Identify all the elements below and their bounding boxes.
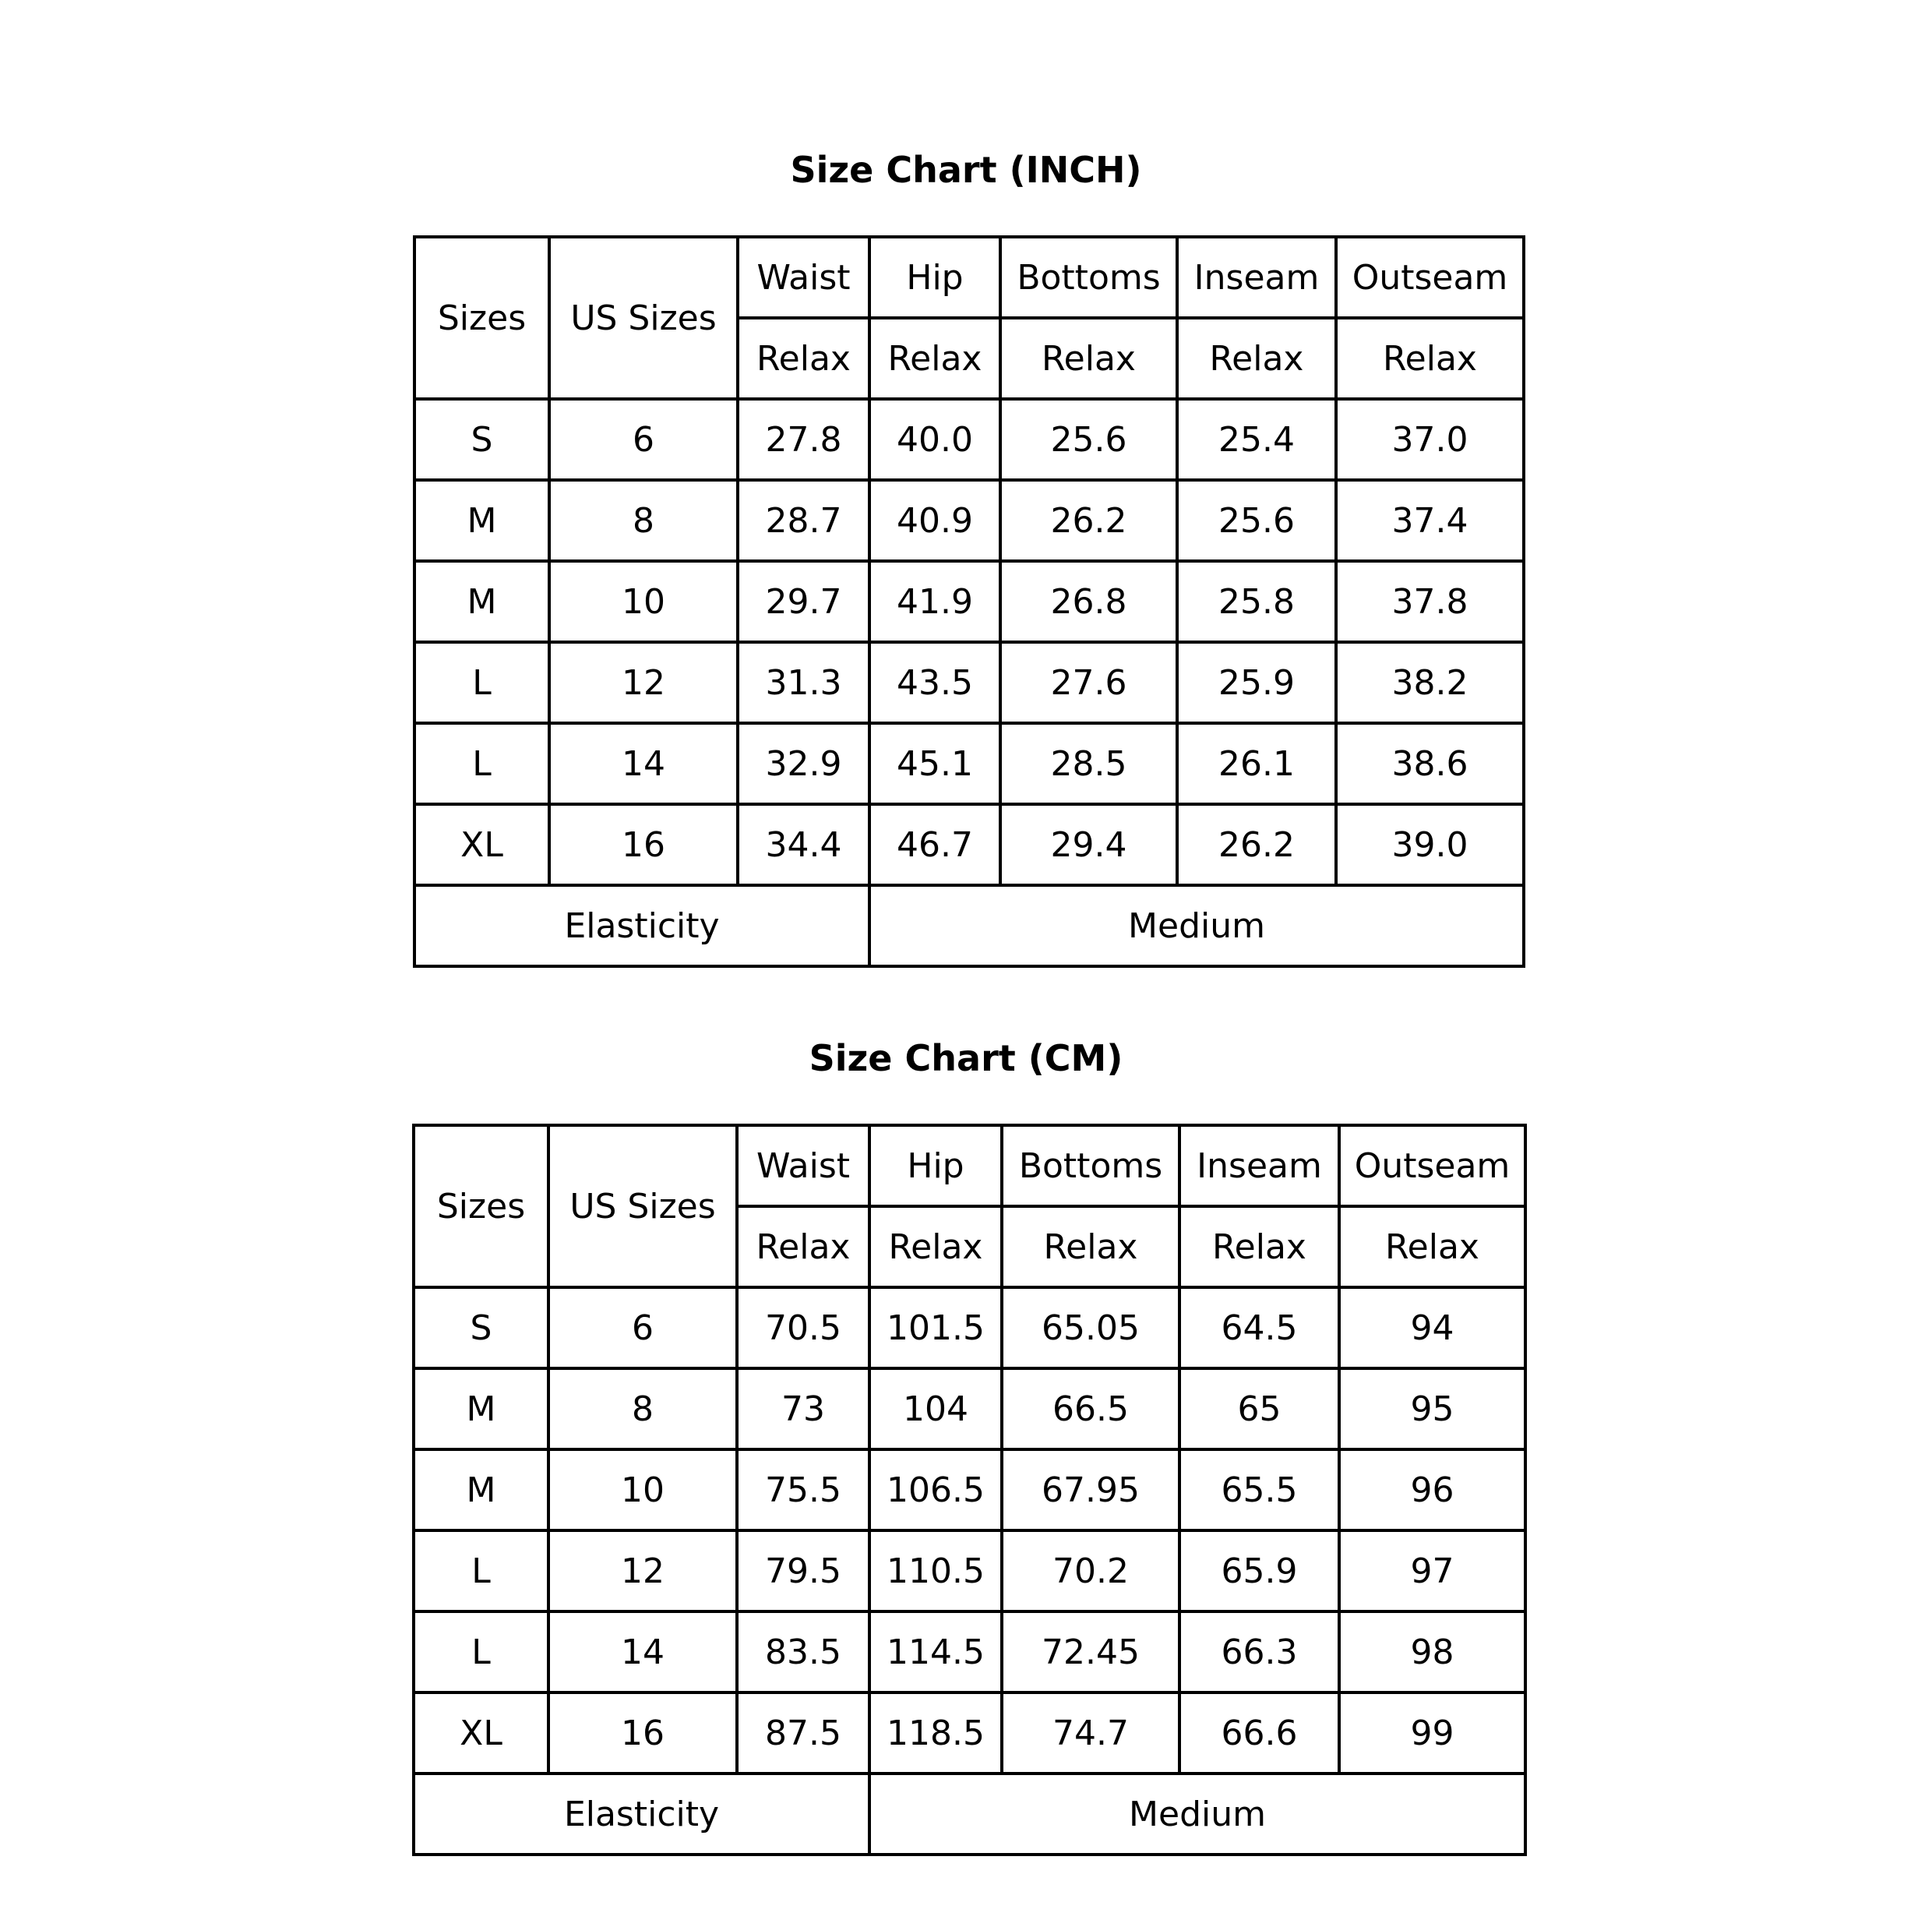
table-cell: 10 [548,1449,737,1530]
header-measure: Hip [869,1125,1002,1206]
elasticity-row [414,885,1524,966]
table-cell: 40.9 [869,480,1000,561]
table-cell: 65 [1179,1368,1339,1449]
table-row [414,804,1524,885]
table-cell: 12 [548,1530,737,1611]
header-fit: Relax [1177,318,1336,399]
header-measure: Waist [737,1125,869,1206]
table-cell: 16 [548,1692,737,1774]
header-measure: Inseam [1179,1125,1339,1206]
header-fit: Relax [738,318,869,399]
header-measure: Waist [738,237,869,318]
table-row [414,561,1524,642]
table-cell: 32.9 [738,723,869,804]
header-measure: Outseam [1339,1125,1525,1206]
table-cell: 46.7 [869,804,1000,885]
table-row [414,1611,1525,1692]
table-cell: 26.8 [1000,561,1177,642]
table-cell: M [414,1368,548,1449]
table-cell: 101.5 [869,1287,1002,1368]
elasticity-value: Medium [869,885,1524,966]
header-measure: Inseam [1177,237,1336,318]
table-cell: 26.2 [1000,480,1177,561]
table-cell: 118.5 [869,1692,1002,1774]
table-cell: 38.2 [1336,642,1524,723]
header-fit: Relax [1339,1206,1525,1287]
table-cell: 75.5 [737,1449,869,1530]
elasticity-value: Medium [869,1774,1525,1855]
header-fit: Relax [1179,1206,1339,1287]
table-cell: 95 [1339,1368,1525,1449]
table-cell: 87.5 [737,1692,869,1774]
header-fit: Relax [1336,318,1524,399]
table-row [414,642,1524,723]
header-fit: Relax [869,1206,1002,1287]
table-cell: M [414,1449,548,1530]
table-cell: 72.45 [1002,1611,1179,1692]
table-cell: 65.9 [1179,1530,1339,1611]
table-cell: L [414,642,549,723]
table-cell: 65.5 [1179,1449,1339,1530]
table-row [414,399,1524,480]
table-cell: S [414,1287,548,1368]
table-cell: 6 [549,399,738,480]
table-cell: 40.0 [869,399,1000,480]
table-cell: S [414,399,549,480]
table-cell: 8 [548,1368,737,1449]
table-cell: 64.5 [1179,1287,1339,1368]
table-cell: 12 [549,642,738,723]
table-cell: 37.0 [1336,399,1524,480]
header-fit: Relax [869,318,1000,399]
table-cell: 16 [549,804,738,885]
elasticity-label: Elasticity [414,1774,869,1855]
table-cell: 26.1 [1177,723,1336,804]
table-cell: L [414,1530,548,1611]
table-cell: 14 [548,1611,737,1692]
table-cell: 25.4 [1177,399,1336,480]
table-cell: 25.6 [1000,399,1177,480]
table-cell: 104 [869,1368,1002,1449]
header-us-sizes: US Sizes [549,237,738,399]
table-cell: 43.5 [869,642,1000,723]
size-chart-inch-table [413,235,1525,968]
table-cell: 79.5 [737,1530,869,1611]
header-measure: Hip [869,237,1000,318]
header-measure: Bottoms [1002,1125,1179,1206]
table-cell: 106.5 [869,1449,1002,1530]
table-row [414,1287,1525,1368]
table-cell: 34.4 [738,804,869,885]
table-cell: 28.5 [1000,723,1177,804]
header-fit: Relax [737,1206,869,1287]
table-cell: 99 [1339,1692,1525,1774]
table-cell: 8 [549,480,738,561]
table-cell: 66.3 [1179,1611,1339,1692]
size-chart-inch-title: Size Chart (INCH) [790,149,1142,191]
table-cell: 94 [1339,1287,1525,1368]
table-cell: L [414,723,549,804]
header-measure: Bottoms [1000,237,1177,318]
table-cell: 96 [1339,1449,1525,1530]
table-cell: 37.4 [1336,480,1524,561]
elasticity-row [414,1774,1525,1855]
table-row [414,723,1524,804]
table-cell: L [414,1611,548,1692]
table-cell: M [414,561,549,642]
table-cell: 39.0 [1336,804,1524,885]
table-row [414,480,1524,561]
header-row [414,237,1524,318]
table-cell: 27.6 [1000,642,1177,723]
table-cell: 65.05 [1002,1287,1179,1368]
size-chart-cm-table [412,1124,1527,1856]
header-measure: Outseam [1336,237,1524,318]
table-cell: 110.5 [869,1530,1002,1611]
table-cell: 41.9 [869,561,1000,642]
header-sizes: Sizes [414,1125,548,1287]
header-row [414,1125,1525,1206]
header-sizes: Sizes [414,237,549,399]
table-cell: 28.7 [738,480,869,561]
table-cell: 114.5 [869,1611,1002,1692]
table-cell: M [414,480,549,561]
table-cell: 38.6 [1336,723,1524,804]
table-cell: 70.5 [737,1287,869,1368]
table-cell: 25.6 [1177,480,1336,561]
table-cell: 25.9 [1177,642,1336,723]
table-cell: XL [414,804,549,885]
table-cell: XL [414,1692,548,1774]
table-row [414,1692,1525,1774]
table-cell: 66.5 [1002,1368,1179,1449]
table-row [414,1530,1525,1611]
table-cell: 37.8 [1336,561,1524,642]
table-cell: 97 [1339,1530,1525,1611]
table-cell: 29.4 [1000,804,1177,885]
table-cell: 25.8 [1177,561,1336,642]
table-row [414,1368,1525,1449]
table-cell: 74.7 [1002,1692,1179,1774]
table-cell: 26.2 [1177,804,1336,885]
header-us-sizes: US Sizes [548,1125,737,1287]
table-cell: 67.95 [1002,1449,1179,1530]
table-cell: 6 [548,1287,737,1368]
header-fit: Relax [1000,318,1177,399]
table-cell: 14 [549,723,738,804]
size-chart-cm-title: Size Chart (CM) [809,1037,1123,1079]
header-fit: Relax [1002,1206,1179,1287]
table-cell: 27.8 [738,399,869,480]
table-cell: 66.6 [1179,1692,1339,1774]
table-cell: 83.5 [737,1611,869,1692]
elasticity-label: Elasticity [414,885,869,966]
table-cell: 31.3 [738,642,869,723]
table-cell: 29.7 [738,561,869,642]
table-cell: 10 [549,561,738,642]
table-cell: 70.2 [1002,1530,1179,1611]
table-cell: 45.1 [869,723,1000,804]
table-cell: 98 [1339,1611,1525,1692]
table-row [414,1449,1525,1530]
table-cell: 73 [737,1368,869,1449]
